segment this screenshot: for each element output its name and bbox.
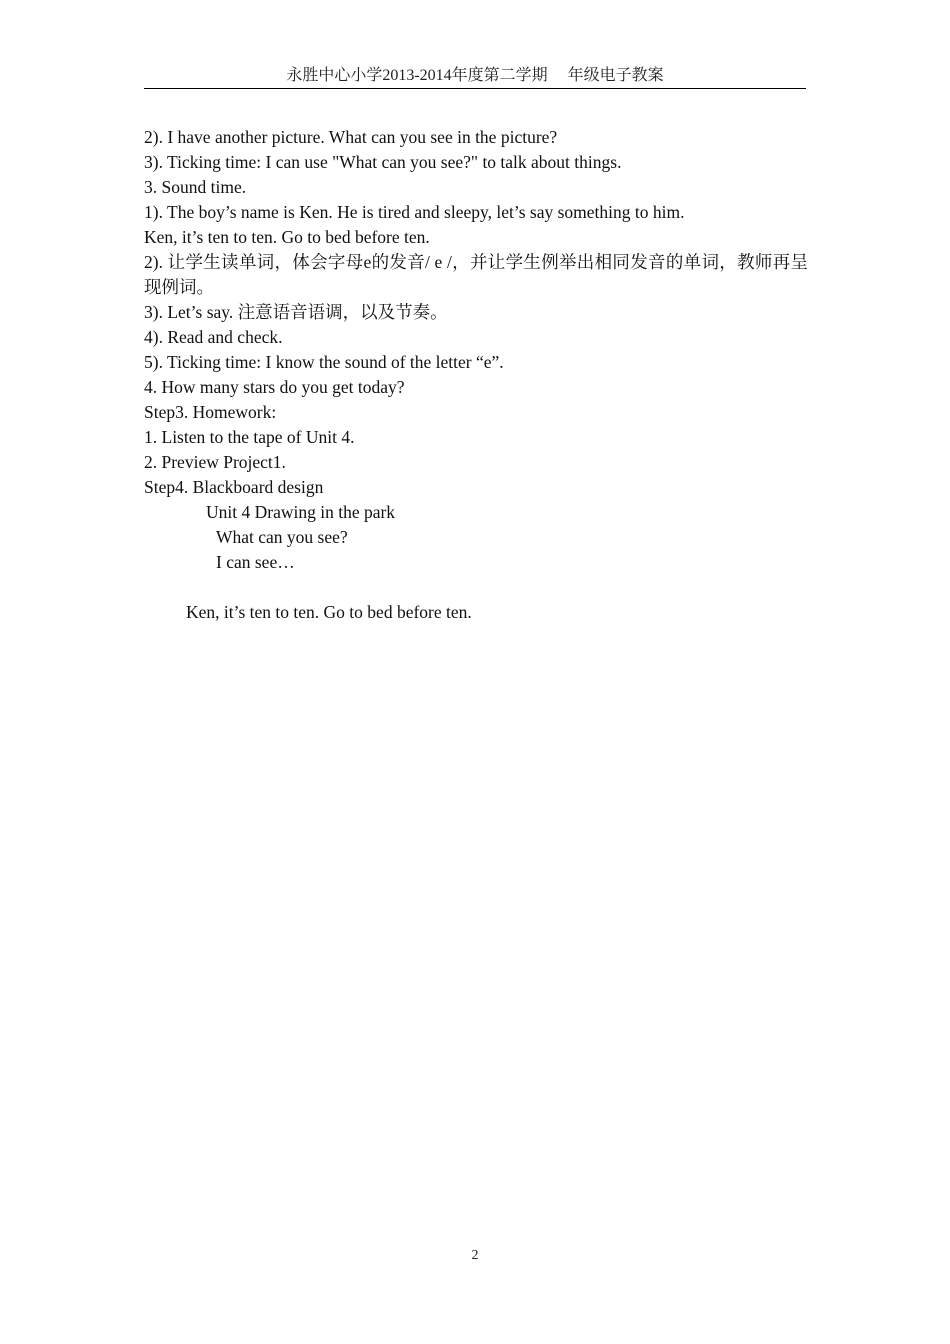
text-line: 3). Ticking time: I can use "What can you see?" to talk about things. xyxy=(144,152,622,172)
text-line: 4). Read and check. xyxy=(144,327,283,347)
text-line: 2). 让学生读单词，体会字母e的发音/ e /，并让学生例举出相同发音的单词，教师再呈现例词。 xyxy=(144,252,808,297)
page-number: 2 xyxy=(471,1248,479,1263)
header-divider xyxy=(144,88,806,89)
blackboard-unit-title: Unit 4 Drawing in the park xyxy=(206,502,396,522)
text-line: 1). The boy’s name is Ken. He is tired and sleepy, let’s say something to him. xyxy=(144,202,685,222)
blackboard-design xyxy=(144,500,808,625)
text-line: Ken, it’s ten to ten. Go to bed before ten. xyxy=(144,227,430,247)
text-line: 1. Listen to the tape of Unit 4. xyxy=(144,427,355,447)
lesson-plan-body xyxy=(144,125,808,625)
text-line: 2. Preview Project1. xyxy=(144,452,286,472)
page-header: 永胜中心小学2013-2014年度第二学期 年级电子教案 xyxy=(286,67,664,84)
section-heading-sound-time: 3. Sound time. xyxy=(144,177,247,197)
text-line: 3). Let’s say. 注意语音语调，以及节奏。 xyxy=(144,302,448,322)
blackboard-question: What can you see? xyxy=(216,527,348,547)
section-heading-homework: Step3. Homework: xyxy=(144,402,277,422)
text-line: 5). Ticking time: I know the sound of the letter “e”. xyxy=(144,352,504,372)
blackboard-chant: Ken, it’s ten to ten. Go to bed before ten. xyxy=(186,602,472,622)
blackboard-answer: I can see… xyxy=(216,552,295,572)
text-line: 2). I have another picture. What can you see in the picture? xyxy=(144,127,558,147)
blank-line xyxy=(144,575,808,600)
text-line: 4. How many stars do you get today? xyxy=(144,377,405,397)
section-heading-blackboard-design: Step4. Blackboard design xyxy=(144,477,324,497)
